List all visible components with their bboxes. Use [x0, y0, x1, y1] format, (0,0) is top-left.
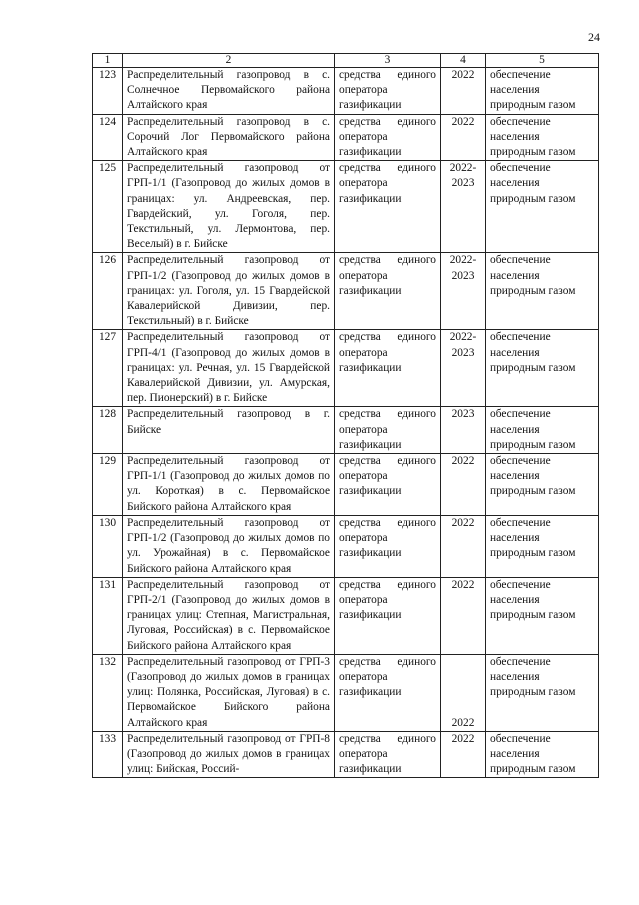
- year-cell: 2022: [441, 731, 486, 778]
- purpose-cell: обеспечение населения природным газом: [486, 330, 599, 407]
- gasification-table: [92, 53, 599, 778]
- funding-source-cell: средства единого оператора газификации: [335, 731, 441, 778]
- purpose-cell: обеспечение населения природным газом: [486, 454, 599, 516]
- table-row: [93, 577, 599, 654]
- page-number: 24: [588, 30, 600, 44]
- row-number-cell: 131: [93, 577, 123, 654]
- purpose-cell: обеспечение населения природным газом: [486, 654, 599, 731]
- row-number-cell: 127: [93, 330, 123, 407]
- row-number-cell: 132: [93, 654, 123, 731]
- year-cell: 2022: [441, 68, 486, 115]
- column-header-2: 2: [123, 54, 335, 68]
- table-row: [93, 454, 599, 516]
- year-cell: 2022: [441, 654, 486, 731]
- purpose-cell: обеспечение населения природным газом: [486, 114, 599, 161]
- purpose-cell: обеспечение населения природным газом: [486, 515, 599, 577]
- object-name-cell: Распределительный газопровод от ГРП-4/1 (Газопровод до жилых домов в границах: ул. Речная, ул. 15 Гвардейской Кавалерийской Дивизии, ул. Амурская, пер. Пионерский) в г. Бийске: [123, 330, 335, 407]
- table-row: [93, 161, 599, 253]
- year-cell: 2022: [441, 114, 486, 161]
- object-name-cell: Распределительный газопровод от ГРП-1/1 (Газопровод до жилых домов в границах: ул. Андреевская, пер. Гвардейский, ул. Гоголя, пер. Текстильный, ул. Лермонтова, пер. Веселый) в г. Бийске: [123, 161, 335, 253]
- funding-source-cell: средства единого оператора газификации: [335, 68, 441, 115]
- year-cell: 2022: [441, 454, 486, 516]
- row-number-cell: 130: [93, 515, 123, 577]
- purpose-cell: обеспечение населения природным газом: [486, 407, 599, 454]
- row-number-cell: 123: [93, 68, 123, 115]
- table-row: [93, 330, 599, 407]
- funding-source-cell: средства единого оператора газификации: [335, 330, 441, 407]
- purpose-cell: обеспечение населения природным газом: [486, 253, 599, 330]
- purpose-cell: обеспечение населения природным газом: [486, 577, 599, 654]
- object-name-cell: Распределительный газопровод в с. Сорочий Лог Первомайского района Алтайского края: [123, 114, 335, 161]
- column-header-1: 1: [93, 54, 123, 68]
- table-row: [93, 731, 599, 778]
- object-name-cell: Распределительный газопровод от ГРП-3 (Газопровод до жилых домов в границах улиц: Полянка, Российская, Луговая) в с. Первомайское Бийского района Алтайского края: [123, 654, 335, 731]
- purpose-cell: обеспечение населения природным газом: [486, 68, 599, 115]
- table-body: [93, 68, 599, 778]
- funding-source-cell: средства единого оператора газификации: [335, 515, 441, 577]
- table-row: [93, 253, 599, 330]
- object-name-cell: Распределительный газопровод от ГРП-1/2 (Газопровод до жилых домов по ул. Урожайная) в с. Первомайское Бийского района Алтайского края: [123, 515, 335, 577]
- table-row: [93, 515, 599, 577]
- column-header-5: 5: [486, 54, 599, 68]
- year-cell: 2023: [441, 407, 486, 454]
- object-name-cell: Распределительный газопровод от ГРП-1/2 (Газопровод до жилых домов в границах: ул. Гоголя, ул. 15 Гвардейской Кавалерийской Дивизии, пер. Текстильный) в г. Бийске: [123, 253, 335, 330]
- row-number-cell: 126: [93, 253, 123, 330]
- object-name-cell: Распределительный газопровод от ГРП-1/1 (Газопровод до жилых домов по ул. Короткая) в с. Первомайское Бийского района Алтайского края: [123, 454, 335, 516]
- row-number-cell: 124: [93, 114, 123, 161]
- table-row: [93, 407, 599, 454]
- column-number-header-row: [93, 54, 599, 68]
- row-number-cell: 128: [93, 407, 123, 454]
- funding-source-cell: средства единого оператора газификации: [335, 454, 441, 516]
- row-number-cell: 125: [93, 161, 123, 253]
- year-cell: 2022-2023: [441, 253, 486, 330]
- year-cell: 2022: [441, 577, 486, 654]
- object-name-cell: Распределительный газопровод в с. Солнечное Первомайского района Алтайского края: [123, 68, 335, 115]
- table-row: [93, 654, 599, 731]
- table-row: [93, 114, 599, 161]
- object-name-cell: Распределительный газопровод от ГРП-8 (Газопровод до жилых домов в границах улиц: Бийская, Россий-: [123, 731, 335, 778]
- funding-source-cell: средства единого оператора газификации: [335, 577, 441, 654]
- funding-source-cell: средства единого оператора газификации: [335, 114, 441, 161]
- object-name-cell: Распределительный газопровод от ГРП-2/1 (Газопровод до жилых домов в границах улиц: Степная, Магистральная, Луговая, Российская) в с. Первомайское Бийского района Алтайского края: [123, 577, 335, 654]
- row-number-cell: 133: [93, 731, 123, 778]
- funding-source-cell: средства единого оператора газификации: [335, 654, 441, 731]
- funding-source-cell: средства единого оператора газификации: [335, 407, 441, 454]
- year-cell: 2022-2023: [441, 330, 486, 407]
- year-cell: 2022-2023: [441, 161, 486, 253]
- column-header-4: 4: [441, 54, 486, 68]
- table-row: [93, 68, 599, 115]
- row-number-cell: 129: [93, 454, 123, 516]
- object-name-cell: Распределительный газопровод в г. Бийске: [123, 407, 335, 454]
- purpose-cell: обеспечение населения природным газом: [486, 161, 599, 253]
- funding-source-cell: средства единого оператора газификации: [335, 253, 441, 330]
- column-header-3: 3: [335, 54, 441, 68]
- funding-source-cell: средства единого оператора газификации: [335, 161, 441, 253]
- year-cell: 2022: [441, 515, 486, 577]
- purpose-cell: обеспечение населения природным газом: [486, 731, 599, 778]
